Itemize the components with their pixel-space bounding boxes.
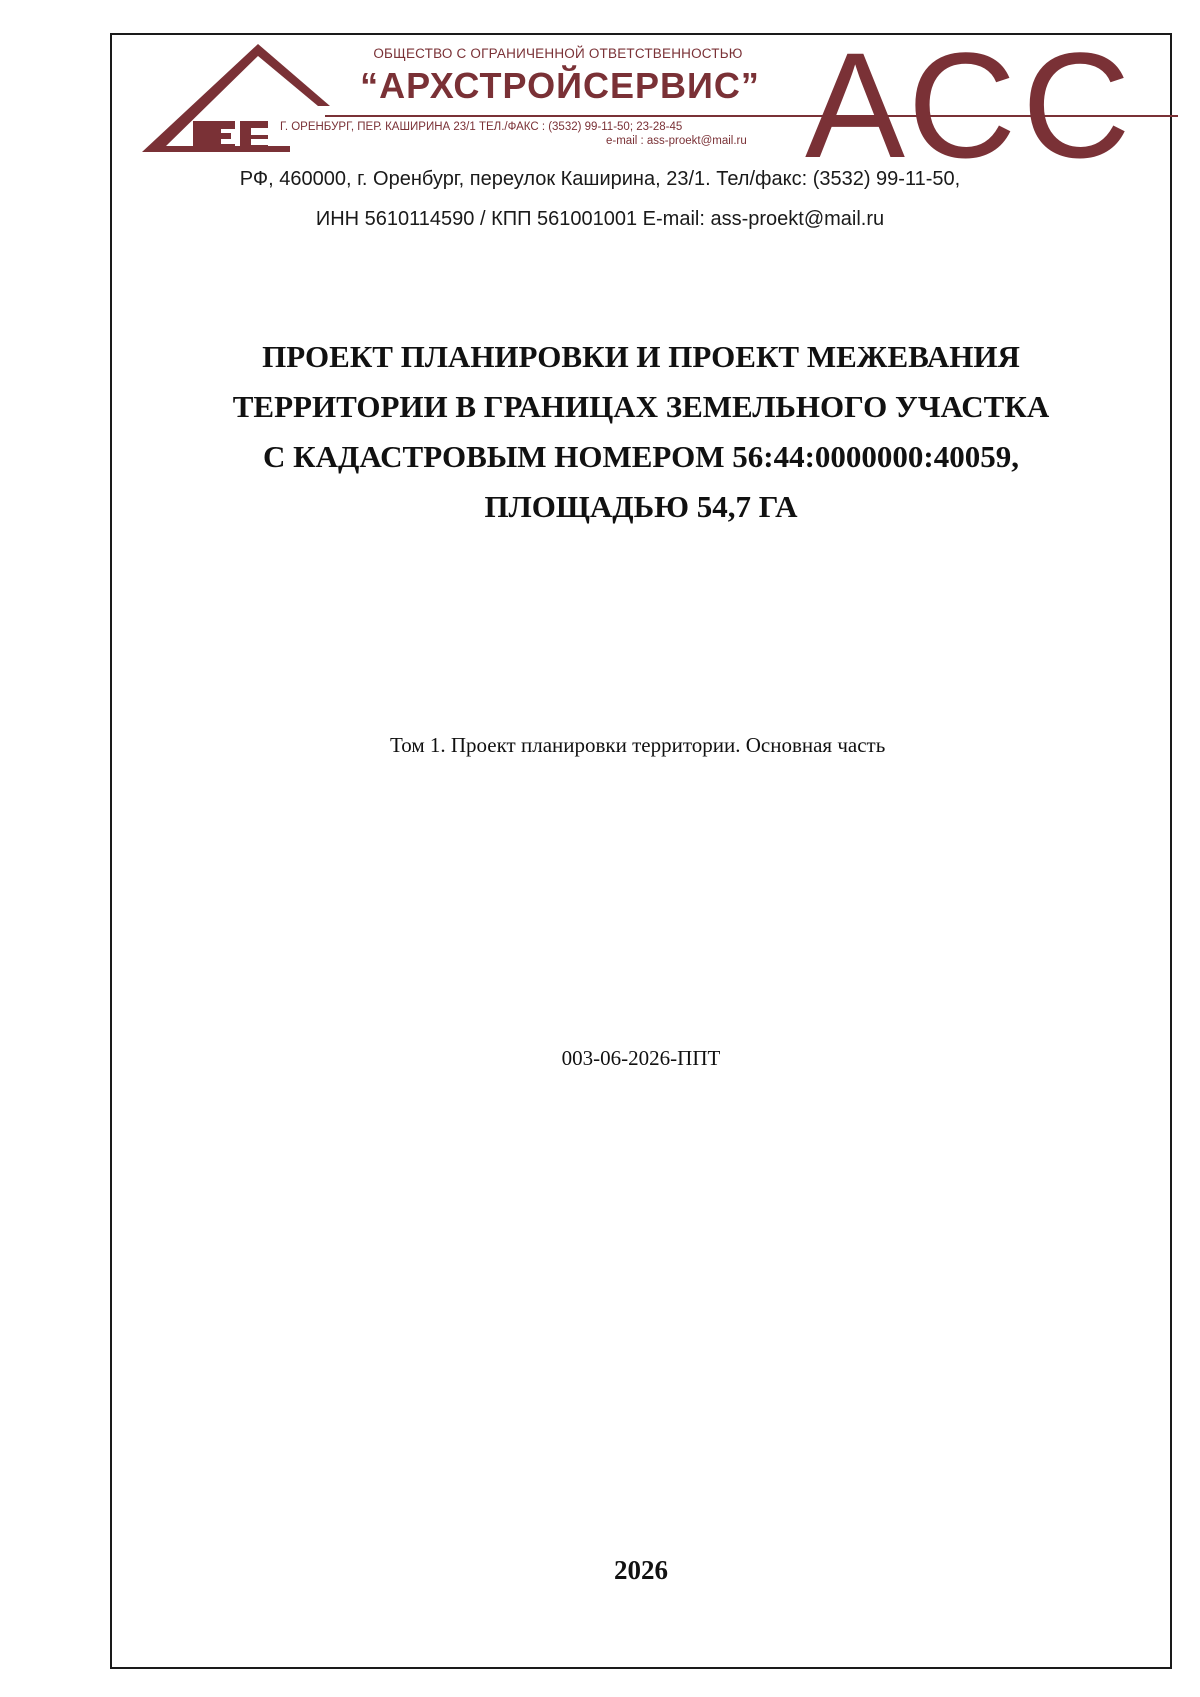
title-line-2: ТЕРРИТОРИИ В ГРАНИЦАХ ЗЕМЕЛЬНОГО УЧАСТКА	[232, 389, 1050, 424]
contact-address-line: РФ, 460000, г. Оренбург, переулок Каширина, 23/1. Тел/факс: (3532) 99-11-50,	[239, 168, 961, 190]
org-address: Г. ОРЕНБУРГ, ПЕР. КАШИРИНА 23/1 ТЕЛ./ФАКС : (3532) 99-11-50; 23-28-45	[280, 121, 683, 133]
org-type-text: ОБЩЕСТВО С ОГРАНИЧЕННОЙ ОТВЕТСТВЕННОСТЬЮ	[373, 46, 743, 61]
org-monogram: АСС	[805, 21, 1137, 189]
org-email: e-mail : ass-proekt@mail.ru	[606, 135, 747, 147]
title-line-4: ПЛОЩАДЬЮ 54,7 ГА	[484, 489, 798, 524]
org-name: “АРХСТРОЙСЕРВИС”	[360, 65, 760, 106]
page-frame	[110, 33, 1172, 1669]
document-year: 2026	[614, 1555, 668, 1585]
title-line-3: С КАДАСТРОВЫМ НОМЕРОМ 56:44:0000000:40059,	[263, 439, 1019, 474]
title-line-1: ПРОЕКТ ПЛАНИРОВКИ И ПРОЕКТ МЕЖЕВАНИЯ	[262, 339, 1020, 374]
document-title	[110, 332, 1172, 532]
volume-subtitle: Том 1. Проект планировки территории. Основная часть	[390, 733, 886, 757]
contact-requisites-line: ИНН 5610114590 / КПП 561001001 E-mail: ass-proekt@mail.ru	[315, 208, 885, 230]
document-code: 003-06-2026-ППТ	[561, 1046, 721, 1070]
